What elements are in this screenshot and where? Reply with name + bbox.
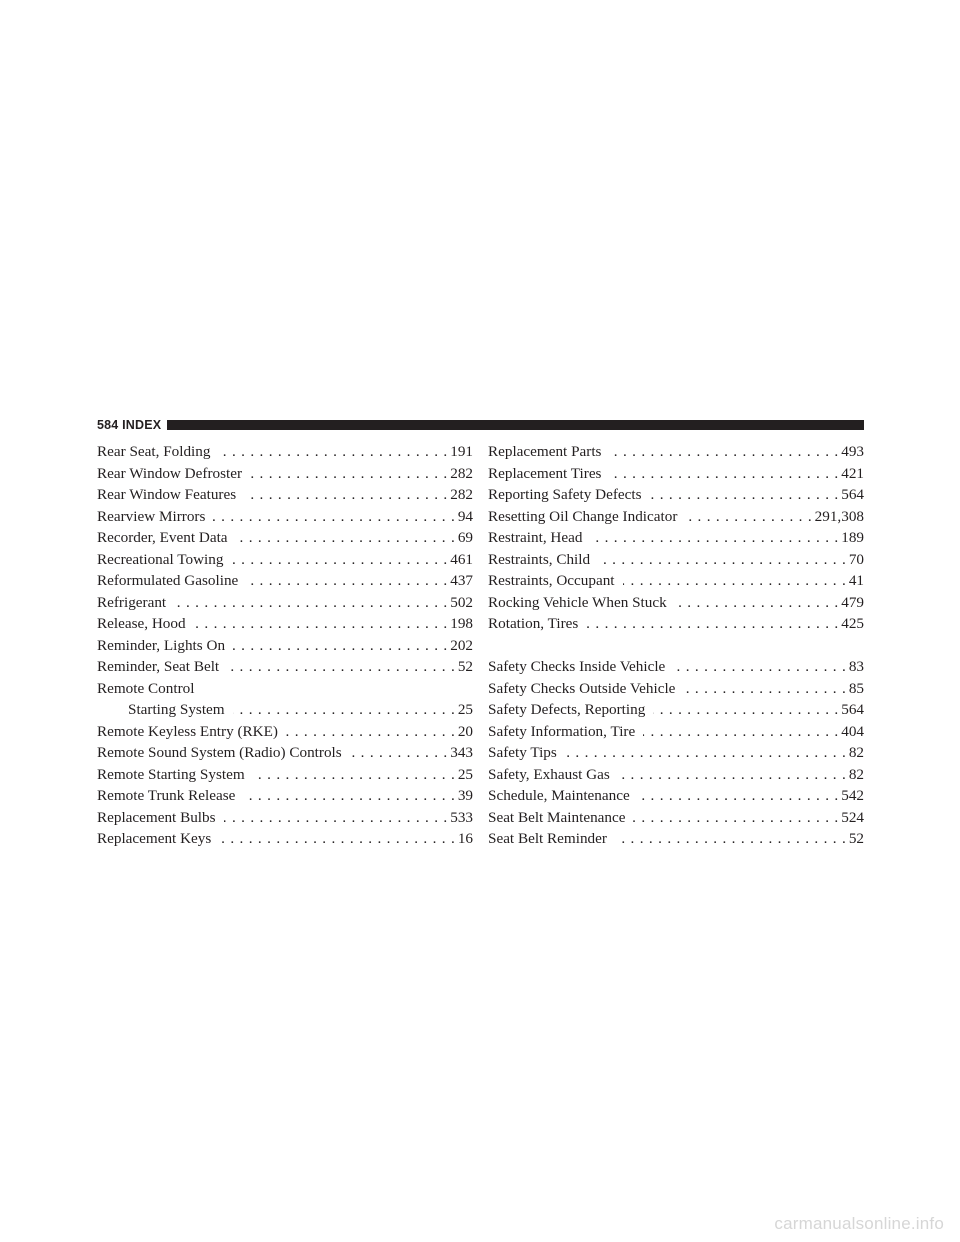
index-entry	[488, 828, 864, 850]
index-entry	[97, 570, 473, 592]
index-subentry	[97, 699, 473, 721]
dot-leader	[615, 828, 846, 850]
page-ref: 404	[841, 722, 864, 740]
index-term: Safety Defects, Reporting	[488, 701, 646, 718]
page-ref: 533	[450, 808, 473, 826]
index-entry	[97, 441, 473, 463]
index-term: Replacement Keys	[97, 830, 212, 847]
dot-leader	[194, 613, 448, 635]
page-ref: 52	[848, 830, 864, 847]
index-term: Rear Seat, Folding	[97, 443, 211, 460]
index-entry	[488, 506, 864, 528]
dot-leader	[590, 527, 838, 549]
index-term: Resetting Oil Change Indicator	[488, 507, 678, 525]
page-ref: 282	[450, 486, 473, 503]
index-term: Recreational Towing	[97, 550, 224, 568]
index-entry	[488, 678, 864, 700]
section-gap	[488, 635, 864, 657]
dot-leader	[685, 506, 811, 528]
index-term: Rocking Vehicle When Stuck	[488, 593, 667, 611]
index-term: Restraints, Child	[488, 550, 591, 568]
index-term: Recorder, Event Data	[97, 529, 228, 546]
page-ref: 291,308	[814, 507, 864, 525]
page-ref: 69	[457, 529, 473, 546]
index-term: Restraint, Head	[488, 529, 583, 546]
dot-leader	[250, 463, 447, 485]
dot-leader	[643, 721, 838, 743]
index-entry	[488, 785, 864, 807]
page-ref: 25	[457, 701, 473, 718]
index-term: Remote Trunk Release	[97, 787, 236, 804]
index-term: Safety Tips	[488, 744, 557, 761]
index-term: Starting System	[128, 701, 225, 718]
page-ref: 70	[848, 550, 864, 568]
index-entry	[97, 785, 473, 807]
index-entry	[488, 527, 864, 549]
page-ref: 20	[457, 722, 473, 740]
index-entry	[97, 807, 473, 829]
page-ref: 94	[457, 507, 473, 525]
dot-leader	[565, 742, 846, 764]
dot-leader	[598, 549, 846, 571]
index-term: Safety Information, Tire	[488, 722, 636, 740]
page-ref: 343	[450, 744, 473, 761]
index-term: Seat Belt Maintenance	[488, 808, 626, 826]
index-entry	[488, 764, 864, 786]
dot-leader	[218, 441, 447, 463]
page-ref: 524	[841, 808, 864, 826]
index-entry	[488, 656, 864, 678]
page-ref: 82	[848, 744, 864, 761]
index-entry	[488, 742, 864, 764]
index-entry	[488, 570, 864, 592]
page-ref: 542	[841, 787, 864, 804]
index-term: Rearview Mirrors	[97, 507, 206, 525]
index-term: Remote Keyless Entry (RKE)	[97, 722, 278, 740]
index-term: Replacement Parts	[488, 443, 602, 460]
index-column-left	[97, 441, 473, 850]
page-ref: 16	[457, 830, 473, 847]
index-term: Schedule, Maintenance	[488, 787, 630, 804]
index-entry	[97, 484, 473, 506]
page-ref: 564	[841, 486, 864, 503]
page-ref: 52	[457, 658, 473, 675]
dot-leader	[653, 699, 838, 721]
page-ref: 564	[841, 701, 864, 718]
page-ref: 421	[841, 464, 864, 482]
page-ref: 202	[450, 636, 473, 654]
index-entry	[97, 592, 473, 614]
page-ref: 282	[450, 464, 473, 482]
index-term: Safety, Exhaust Gas	[488, 765, 610, 783]
index-entry	[97, 506, 473, 528]
index-term: Rotation, Tires	[488, 615, 579, 632]
index-entry	[488, 807, 864, 829]
index-entry	[488, 613, 864, 635]
index-term: Rear Window Features	[97, 486, 237, 503]
page-number-and-section: 584 INDEX	[97, 418, 162, 432]
dot-leader	[227, 656, 455, 678]
index-entry	[488, 721, 864, 743]
dot-leader	[675, 592, 839, 614]
dot-leader	[618, 764, 846, 786]
index-term: Safety Checks Inside Vehicle	[488, 658, 666, 675]
index-term: Reminder, Seat Belt	[97, 658, 220, 675]
index-entry	[97, 742, 473, 764]
dot-leader	[650, 484, 839, 506]
dot-leader	[633, 807, 838, 829]
dot-leader	[350, 742, 448, 764]
dot-leader	[224, 807, 448, 829]
index-term: Restraints, Occupant	[488, 572, 615, 589]
index-entry	[488, 463, 864, 485]
index-entry	[97, 635, 473, 657]
index-term: Rear Window Defroster	[97, 464, 243, 482]
dot-leader	[683, 678, 845, 700]
page-ref: 493	[841, 443, 864, 460]
index-entry	[488, 484, 864, 506]
dot-leader	[236, 527, 455, 549]
page-ref: 502	[450, 593, 473, 611]
page-ref: 425	[841, 615, 864, 632]
dot-leader	[623, 570, 846, 592]
page-ref: 82	[848, 765, 864, 783]
index-entry	[97, 764, 473, 786]
index-term: Replacement Bulbs	[97, 808, 216, 826]
page-ref: 41	[848, 572, 864, 589]
dot-leader	[586, 613, 838, 635]
page-ref: 83	[848, 658, 864, 675]
index-entry	[488, 592, 864, 614]
index-entry	[97, 721, 473, 743]
page-ref: 189	[841, 529, 864, 546]
dot-leader	[243, 785, 454, 807]
index-term: Seat Belt Reminder	[488, 830, 607, 847]
dot-leader	[219, 828, 455, 850]
index-entry	[97, 549, 473, 571]
dot-leader	[213, 506, 454, 528]
dot-leader	[673, 656, 846, 678]
dot-leader	[609, 463, 838, 485]
index-term: Remote Starting System	[97, 765, 245, 783]
index-entry	[97, 613, 473, 635]
dot-leader	[244, 484, 447, 506]
dot-leader	[174, 592, 447, 614]
header-rule	[167, 420, 864, 430]
index-term: Reformulated Gasoline	[97, 572, 239, 589]
index-term: Refrigerant	[97, 593, 167, 611]
index-entry	[97, 656, 473, 678]
dot-leader	[286, 721, 455, 743]
dot-leader	[246, 570, 447, 592]
index-entry	[488, 549, 864, 571]
dot-leader	[231, 549, 447, 571]
index-heading: Remote Control	[97, 679, 195, 697]
dot-leader	[233, 635, 447, 657]
page-ref: 461	[450, 550, 473, 568]
index-column-right	[488, 441, 864, 850]
index-term: Reporting Safety Defects	[488, 486, 642, 503]
dot-leader	[638, 785, 839, 807]
index-entry	[97, 527, 473, 549]
page-ref: 191	[450, 443, 473, 460]
page-ref: 479	[841, 593, 864, 611]
page-ref: 85	[848, 679, 864, 697]
page-ref: 25	[457, 765, 473, 783]
dot-leader	[253, 764, 455, 786]
index-term: Replacement Tires	[488, 464, 602, 482]
index-term: Safety Checks Outside Vehicle	[488, 679, 676, 697]
index-term: Remote Sound System (Radio) Controls	[97, 744, 342, 761]
page-ref: 198	[450, 615, 473, 632]
index-term: Reminder, Lights On	[97, 636, 226, 654]
watermark: carmanualsonline.info	[774, 1214, 944, 1233]
dot-leader	[233, 699, 455, 721]
index-entry	[97, 463, 473, 485]
page-ref: 437	[450, 572, 473, 589]
page-ref: 39	[457, 787, 473, 804]
index-term: Release, Hood	[97, 615, 186, 632]
index-entry	[488, 699, 864, 721]
page-header	[97, 412, 864, 438]
dot-leader	[609, 441, 838, 463]
index-entry	[97, 828, 473, 850]
index-entry	[488, 441, 864, 463]
